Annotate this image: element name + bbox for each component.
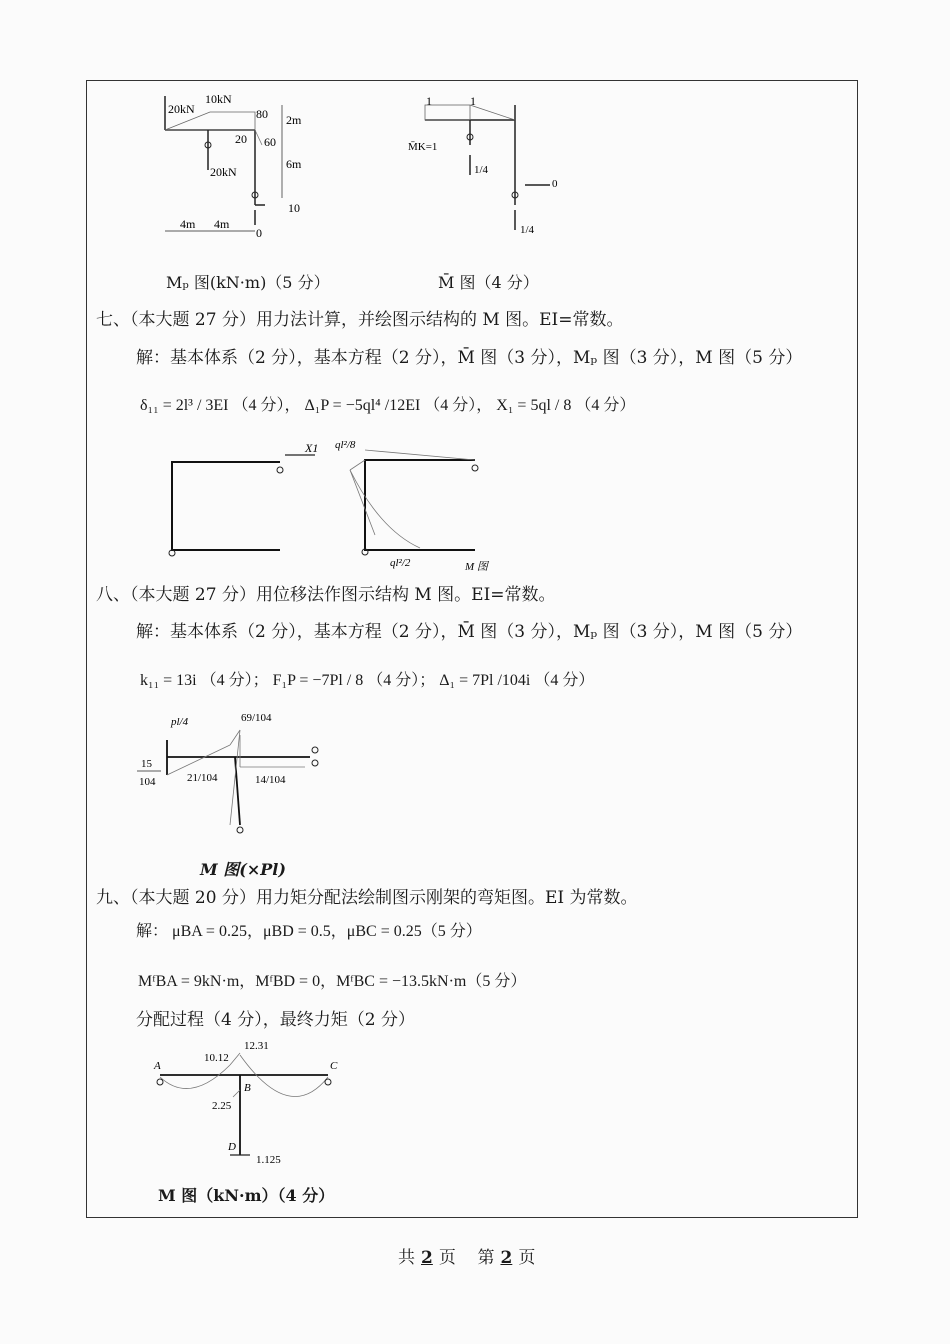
q9-m-diagram <box>140 1035 360 1170</box>
q9-label-c: C <box>330 1060 338 1072</box>
mp-label-2m: 2m <box>286 113 302 127</box>
mbar-label-1a: 1 <box>426 94 432 108</box>
q9-title: 九、（本大题 20 分）用力矩分配法绘制图示刚架的弯矩图。EI 为常数。 <box>96 888 638 908</box>
mp-label-80: 80 <box>256 107 268 121</box>
mbar-label-mk: M̄K=1 <box>408 141 438 153</box>
footer-page-post: 页 <box>518 1248 536 1268</box>
q9-label-d: D <box>228 1141 236 1153</box>
q7-label-m: M 图 <box>465 561 488 573</box>
q8-label-14: 14/104 <box>255 774 286 786</box>
mp-label-10kn: 10kN <box>205 92 232 106</box>
q9-label-225: 2.25 <box>212 1100 232 1112</box>
q7-title: 七、（本大题 27 分）用力法计算，并绘图示结构的 M 图。EI=常数。 <box>96 310 624 330</box>
q9-label-1012: 10.12 <box>204 1052 229 1064</box>
footer-total: 2 <box>421 1248 433 1268</box>
mbar-diagram <box>400 95 580 245</box>
q7-formula: δ₁₁ = 2l³ / 3EI （4 分）， Δ₁P = −5ql⁴ /12EI （4 分）， X₁ = 5ql / 8 （4 分） <box>140 397 636 414</box>
q7-label-ql2-8: ql²/8 <box>335 439 356 451</box>
caption-mbar: M̄ 图（4 分） <box>438 273 539 292</box>
mp-label-60: 60 <box>264 135 276 149</box>
caption-mp: Mₚ 图(kN·m)（5 分） <box>166 273 330 292</box>
q9-label-a: A <box>154 1060 161 1072</box>
page-footer <box>398 1243 535 1268</box>
mp-label-10: 10 <box>288 201 300 215</box>
q8-label-15: 15 <box>141 758 152 770</box>
q9-label-1231: 12.31 <box>244 1040 269 1052</box>
q7-label-ql2-2: ql²/2 <box>390 557 411 569</box>
q8-title: 八、（本大题 27 分）用位移法作图示结构 M 图。EI=常数。 <box>96 585 556 605</box>
q8-m-diagram <box>135 705 345 860</box>
q9-label-b: B <box>244 1082 251 1094</box>
q8-label-104: 104 <box>139 776 156 788</box>
q9-solution-2: MᶠBA = 9kN·m，MᶠBD = 0，MᶠBC = −13.5kN·m（5 分） <box>138 973 527 990</box>
q7-basic-system <box>150 440 330 570</box>
q7-m-diagram <box>335 439 520 575</box>
mp-label-4m-a: 4m <box>180 217 196 231</box>
mbar-label-1b: 1 <box>470 94 476 108</box>
q7-solution: 解：基本体系（2 分），基本方程（2 分），M̄ 图（3 分），Mₚ 图（3 分），M 图（5 分） <box>136 348 803 368</box>
q8-label-21: 21/104 <box>187 772 218 784</box>
footer-page: 2 <box>500 1248 513 1268</box>
q8-caption: M 图(×Pl) <box>200 860 286 879</box>
mp-label-0: 0 <box>256 226 262 240</box>
mp-label-20kn-top: 20kN <box>168 102 195 116</box>
q9-solution-1: 解： μBA = 0.25，μBD = 0.5，μBC = 0.25（5 分） <box>136 923 482 940</box>
mbar-label-0: 0 <box>552 178 558 190</box>
q9-caption: M 图（kN·m）（4 分） <box>158 1186 335 1205</box>
q8-solution: 解：基本体系（2 分），基本方程（2 分），M̄ 图（3 分），Mₚ 图（3 分），M 图（5 分） <box>136 622 803 642</box>
mp-label-4m-b: 4m <box>214 217 230 231</box>
mp-diagram <box>150 90 330 260</box>
mp-label-6m: 6m <box>286 157 302 171</box>
mp-label-20kn-bottom: 20kN <box>210 165 237 179</box>
q8-label-pl4: pl/4 <box>171 716 189 728</box>
q9-label-1125: 1.125 <box>256 1154 281 1166</box>
mbar-label-b14: 1/4 <box>520 224 535 236</box>
footer-total-post: 页 <box>438 1248 456 1268</box>
q8-formula: k₁₁ = 13i （4 分）； F₁P = −7Pl / 8 （4 分）； Δ₁ = 7Pl /104i （4 分） <box>140 672 595 689</box>
mp-label-20: 20 <box>235 132 247 146</box>
q8-label-69: 69/104 <box>241 712 272 724</box>
footer-total-pre: 共 <box>398 1248 415 1268</box>
q9-solution-3: 分配过程（4 分），最终力矩（2 分） <box>136 1010 415 1030</box>
mbar-label-q14: 1/4 <box>474 164 489 176</box>
footer-page-pre: 第 <box>477 1248 495 1268</box>
q7-label-x1: X1 <box>305 441 319 455</box>
